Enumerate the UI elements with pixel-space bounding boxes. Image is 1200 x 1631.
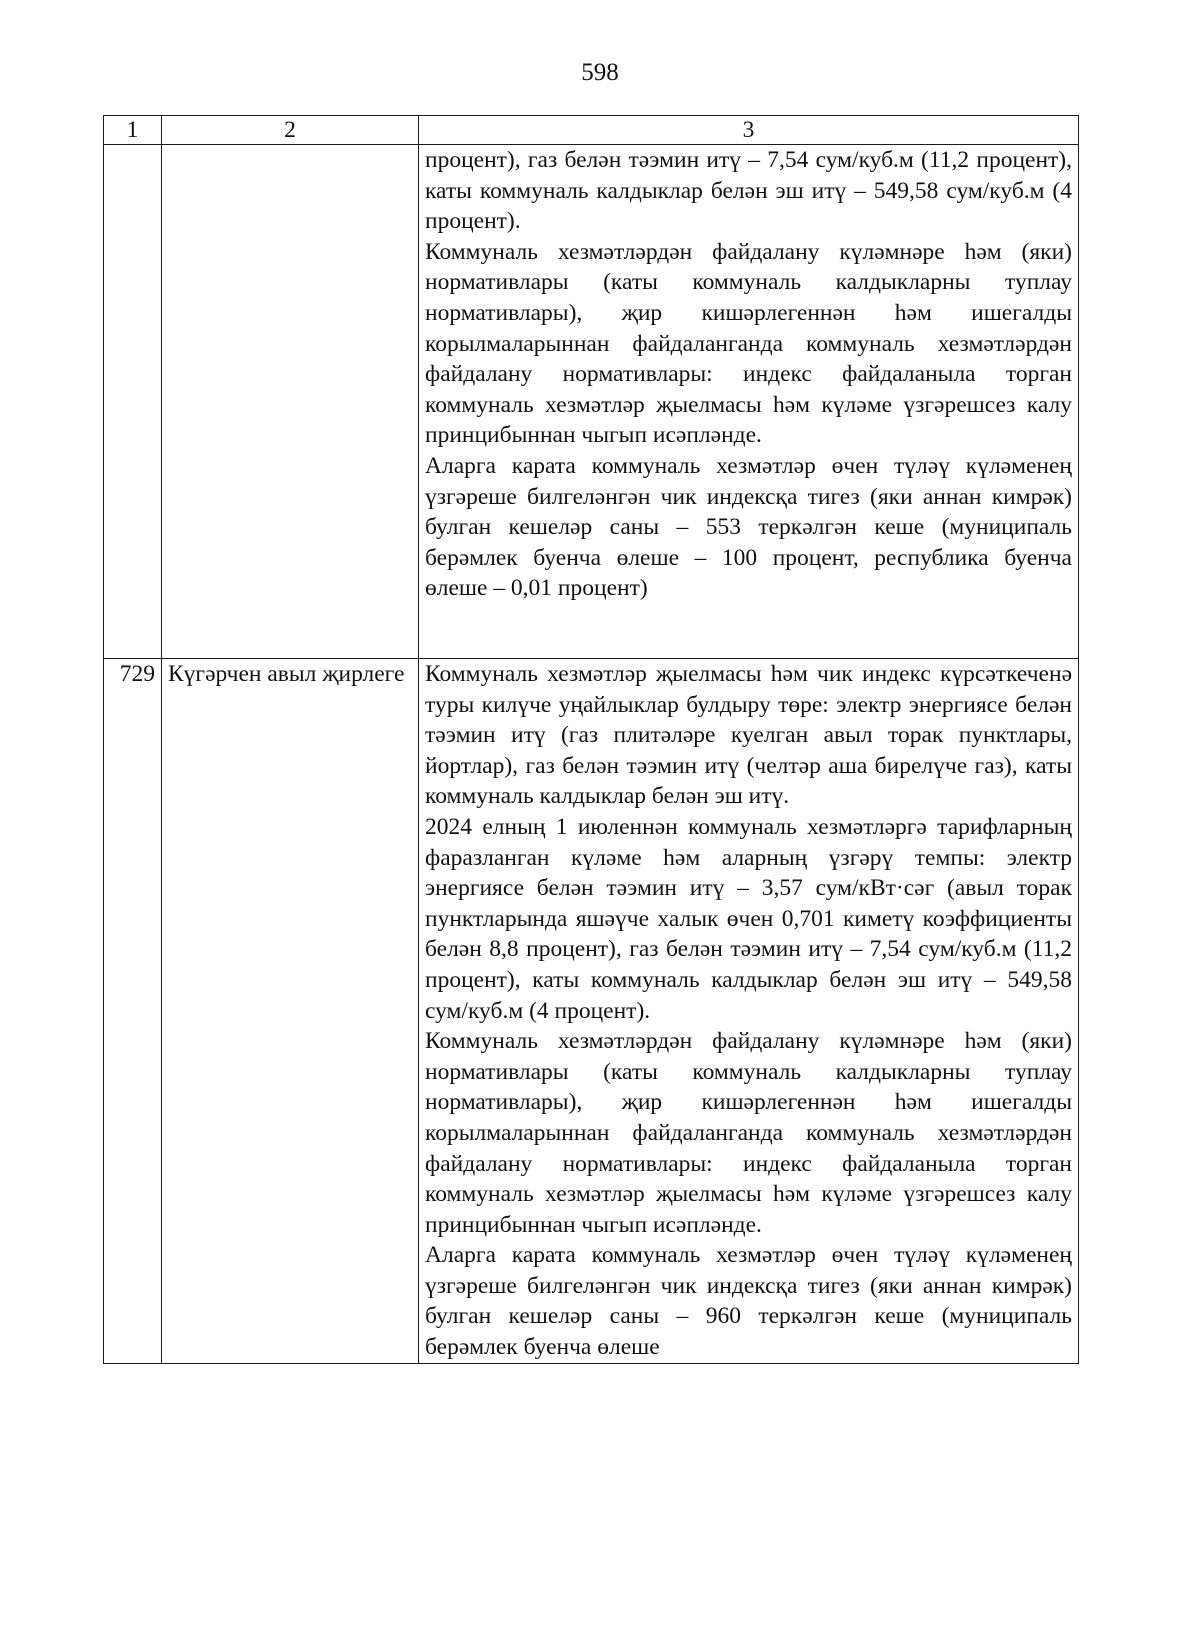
table-header-row (104, 116, 1079, 145)
description-cell (419, 145, 1079, 659)
description-paragraph: Коммуналь хезмәтләрдән файдалану күләмнәре һәм (яки) нормативлары (каты коммуналь калдыкларны туплау нормативлары), җир кишәрлегеннән һәм ишегалды корылмаларыннан файдаланганда коммуналь хезмәтләрдән файдалану нормативлары: индекс файдаланыла торган коммуналь хезмәтләр җыелмасы һәм күләме үзгәрешсез калу принцибыннан чыгып исәпләнде. (425, 238, 1072, 449)
description-cell (419, 659, 1079, 1364)
settlement-name-cell: Күгәрчен авыл җирлеге (162, 659, 419, 1364)
description-paragraph: Коммуналь хезмәтләрдән файдалану күләмнәре һәм (яки) нормативлары (каты коммуналь калдыкларны туплау нормативлары), җир кишәрлегеннән һәм ишегалды корылмаларыннан файдаланганда коммуналь хезмәтләрдән файдалану нормативлары: индекс файдаланыла торган коммуналь хезмәтләр җыелмасы һәм күләме үзгәрешсез калу принцибыннан чыгып исәпләнде. (425, 1028, 1072, 1238)
row-number-cell: 729 (104, 659, 162, 1364)
description-paragraph: Коммуналь хезмәтләр җыелмасы һәм чик индекс күрсәткеченә туры килүче уңайлыклар булдыру төре: электр энергиясе белән тәэмин итү (газ плитәләре куелган авыл торак пунктлары, йортлар), газ белән тәэмин итү (челтәр аша бирелүче газ), каты коммуналь калдыклар белән эш итү. (425, 661, 1072, 810)
settlement-name-cell (162, 145, 419, 659)
row-number-cell (104, 145, 162, 659)
header-col-3: 3 (419, 116, 1079, 145)
header-col-2: 2 (162, 116, 419, 145)
description-paragraph: Аларга карата коммуналь хезмәтләр өчен түләү күләменең үзгәреше билгеләнгән чик индексқа тигез (яки аннан кимрәк) булган кешеләр саны – 960 теркәлгән кеше (муниципаль берәмлек буенча өлеше (425, 1242, 1072, 1361)
description-paragraph: процент), газ белән тәэмин итү – 7,54 сум/куб.м (11,2 процент), каты коммуналь калдыклар белән эш итү – 549,58 сум/куб.м (4 процент). (425, 147, 1072, 235)
description-paragraph: Аларга карата коммуналь хезмәтләр өчен түләү күләменең үзгәреше билгеләнгән чик индексқа тигез (яки аннан кимрәк) булган кешеләр саны – 553 теркәлгән кеше (муниципаль берәмлек буенча өлеше – 100 процент, республика буенча өлеше – 0,01 процент) (425, 452, 1072, 602)
table-row-continued (104, 145, 1079, 659)
header-col-1: 1 (104, 116, 162, 145)
table-row-729 (104, 659, 1079, 1364)
page-number: 598 (581, 59, 619, 86)
description-paragraph: 2024 елның 1 июленнән коммуналь хезмәтләргә тарифларның фаразланган күләме һәм аларның үзгәрү темпы: электр энергиясе белән тәэмин итү – 3,57 сум/кВт·сәг (авыл торак пунктларында яшәүче халык өчен 0,701 киметү коэффициенты белән 8,8 процент), газ белән тәэмин итү – 7,54 сум/куб.м (11,2 процент), каты коммуналь калдыклар белән эш итү – 549,58 сум/куб.м (4 процент). (425, 813, 1072, 1024)
document-table (103, 115, 1079, 1364)
